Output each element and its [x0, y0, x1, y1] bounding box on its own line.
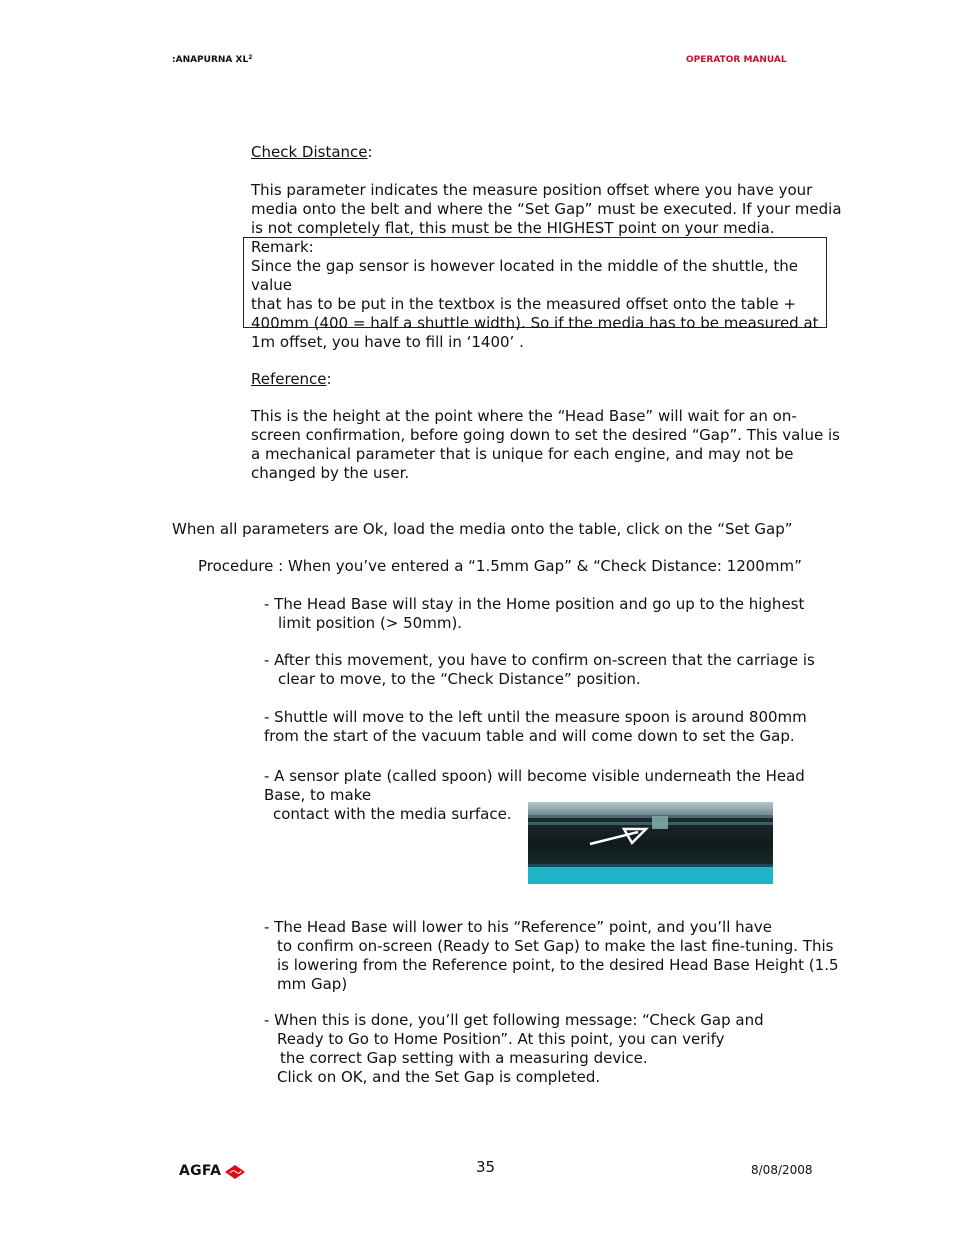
- remark-line: that has to be put in the textbox is the measured offset onto the table +: [251, 295, 797, 313]
- remark-line: Since the gap sensor is however located in the middle of the shuttle, the value: [251, 257, 799, 294]
- reference-heading-colon: :: [326, 370, 332, 388]
- header-manual-title: OPERATOR MANUAL: [686, 55, 787, 65]
- reference-heading-text: Reference: [251, 370, 327, 388]
- agfa-rhombus-icon: [224, 1164, 246, 1180]
- step-line: - The Head Base will stay in the Home position and go up to the highest: [264, 595, 805, 613]
- remark-box: [243, 237, 827, 351]
- step-line: contact with the media surface.: [273, 805, 512, 823]
- step-line: - A sensor plate (called spoon) will become visible underneath the Head: [264, 767, 805, 785]
- reference-line: screen confirmation, before going down to set the desired “Gap”. This value is: [251, 426, 840, 444]
- reference-line: This is the height at the point where the “Head Base” will wait for an on-: [251, 407, 797, 425]
- step-line: - Shuttle will move to the left until the measure spoon is around 800mm: [264, 708, 807, 726]
- check-distance-heading-colon: :: [367, 143, 373, 161]
- remark-line: 1m offset, you have to fill in ‘1400’ .: [251, 333, 524, 351]
- step-line: is lowering from the Reference point, to the desired Head Base Height (1.5: [277, 956, 839, 974]
- step-line: Ready to Go to Home Position”. At this point, you can verify: [277, 1030, 725, 1048]
- step-1: [264, 595, 804, 633]
- step-6: [264, 1011, 764, 1087]
- reference-line: changed by the user.: [251, 464, 410, 482]
- step-line: - When this is done, you’ll get following message: “Check Gap and: [264, 1011, 764, 1029]
- step-line: Click on OK, and the Set Gap is completed.: [277, 1068, 601, 1086]
- check-distance-body: [251, 181, 842, 238]
- check-distance-line: is not completely flat, this must be the HIGHEST point on your media.: [251, 219, 775, 237]
- agfa-logo-text: AGFA: [179, 1163, 222, 1179]
- header-product: [172, 55, 252, 66]
- step-line: clear to move, to the “Check Distance” position.: [278, 670, 641, 688]
- step-line: to confirm on-screen (Ready to Set Gap) to make the last fine-tuning. This: [277, 937, 834, 955]
- page-number: 35: [476, 1158, 496, 1176]
- header-product-text: :ANAPURNA XL: [172, 55, 249, 65]
- reference-body: [251, 407, 840, 483]
- step-line: from the start of the vacuum table and will come down to set the Gap.: [264, 727, 795, 745]
- step-line: - The Head Base will lower to his “Reference” point, and you’ll have: [264, 918, 772, 936]
- reference-line: a mechanical parameter that is unique for each engine, and may not be: [251, 445, 794, 463]
- step-line: Base, to make: [264, 786, 372, 804]
- remark-line: 400mm (400 = half a shuttle width). So if the media has to be measured at: [251, 314, 819, 332]
- step-line: limit position (> 50mm).: [278, 614, 463, 632]
- remark-line: Remark:: [251, 238, 314, 256]
- check-distance-line: This parameter indicates the measure position offset where you have your: [251, 181, 813, 199]
- header-product-superscript: 2: [248, 54, 253, 61]
- step-line: - After this movement, you have to confirm on-screen that the carriage is: [264, 651, 815, 669]
- check-distance-heading: [251, 143, 373, 162]
- check-distance-line: media onto the belt and where the “Set Gap” must be executed. If your media: [251, 200, 842, 218]
- sensor-spoon-photo: [528, 802, 773, 884]
- procedure-text: Procedure : When you’ve entered a “1.5mm Gap” & “Check Distance: 1200mm”: [198, 557, 802, 575]
- step-2: [264, 651, 815, 689]
- sensor-spoon-photo-drawing: [528, 802, 773, 884]
- step-3: [264, 708, 807, 746]
- step-5: [264, 918, 839, 994]
- footer-date: 8/08/2008: [751, 1163, 813, 1177]
- step-line: the correct Gap setting with a measuring device.: [280, 1049, 648, 1067]
- intro-text: When all parameters are Ok, load the media onto the table, click on the “Set Gap”: [172, 520, 793, 538]
- reference-heading: [251, 370, 332, 389]
- step-line: mm Gap): [277, 975, 348, 993]
- agfa-logo: [179, 1162, 246, 1181]
- check-distance-heading-text: Check Distance: [251, 143, 368, 161]
